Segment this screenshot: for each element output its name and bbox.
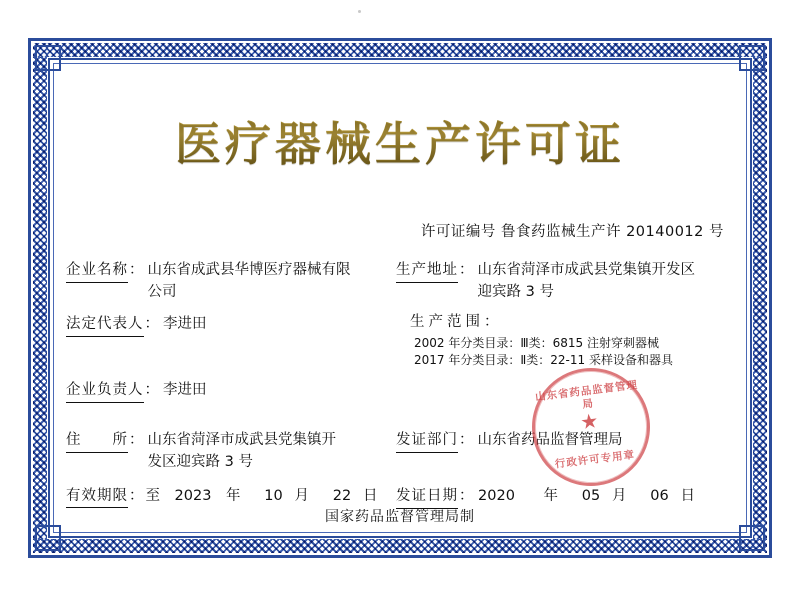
document-title: 医疗器械生产许可证 [66, 108, 734, 174]
issuing-authority-label: 发证部门 [396, 429, 458, 453]
person-in-charge-colon: ： [144, 382, 159, 398]
person-in-charge-label: 企业负责人 [66, 379, 144, 403]
certificate-fields [66, 259, 734, 509]
row-legalrep-scope [66, 313, 734, 369]
residence-colon: ： [129, 432, 144, 448]
residence-value-line1: 山东省菏泽市成武县党集镇开 [147, 432, 336, 448]
production-scope-colon: ： [484, 314, 503, 330]
field-company-name [66, 259, 396, 303]
issuing-authority-value: 山东省药品监督管理局 [477, 432, 623, 448]
valid-until-year: 2023 [174, 488, 212, 504]
field-legal-representative [66, 313, 396, 369]
issue-date-month: 05 [581, 488, 601, 504]
valid-until-year-unit: 年 [226, 488, 241, 504]
issuing-authority-colon: ： [459, 432, 474, 448]
production-address-value-line2: 迎宾路 3 号 [477, 284, 554, 300]
seal-star-icon: ★ [578, 408, 600, 435]
issue-date-day: 06 [650, 488, 669, 504]
valid-until-month: 10 [264, 488, 283, 504]
permit-number [66, 220, 734, 241]
row-person-in-charge [66, 379, 734, 403]
valid-until-colon: ： [129, 488, 144, 504]
valid-until-day: 22 [332, 488, 352, 504]
issue-date-year: 2020 [478, 488, 515, 504]
issue-date-colon: ： [459, 488, 474, 504]
company-name-colon: ： [129, 262, 144, 278]
production-scope-values [414, 335, 734, 369]
permit-number-label: 许可证编号 [420, 224, 496, 240]
corner-ornament-bottom-right [739, 525, 765, 551]
production-address-value [476, 259, 735, 303]
row-person-in-charge-spacer [396, 379, 734, 403]
legal-rep-colon: ： [144, 316, 159, 332]
row-residence-authority [66, 429, 734, 473]
field-person-in-charge [66, 379, 396, 403]
production-scope-line-2002: 2002 年分类目录：Ⅲ类：6815 注射穿刺器械 [414, 336, 659, 350]
footer-issuer: 国家药品监督管理局制 [325, 509, 475, 525]
certificate-document [28, 38, 772, 558]
field-production-address [396, 259, 734, 303]
row-company-address [66, 259, 734, 303]
field-issuing-authority [396, 429, 734, 473]
production-scope-heading [410, 311, 734, 333]
permit-number-value: 鲁食药监械生产许 20140012 号 [500, 224, 724, 240]
company-name-value [146, 259, 397, 303]
certificate-content [66, 74, 734, 528]
valid-until-month-unit: 月 [294, 488, 309, 504]
valid-until-prefix: 至 [145, 488, 160, 504]
issue-date-year-unit: 年 [543, 488, 558, 504]
legal-rep-label: 法定代表人 [66, 313, 144, 337]
residence-value-line2: 发区迎宾路 3 号 [147, 454, 253, 470]
field-residence [66, 429, 396, 473]
corner-ornament-top-right [739, 45, 765, 71]
field-production-scope [396, 311, 734, 369]
issue-date-label: 发证日期 [396, 485, 458, 509]
page-speck [358, 10, 361, 13]
corner-ornament-top-left [35, 45, 61, 71]
production-scope-label: 生产范围 [410, 314, 484, 330]
issue-date-day-unit: 日 [680, 488, 695, 504]
production-scope-line-2017: 2017 年分类目录：Ⅱ类：22-11 采样设备和器具 [414, 353, 673, 367]
corner-ornament-bottom-left [35, 525, 61, 551]
production-address-value-line1: 山东省菏泽市成武县党集镇开发区 [477, 262, 695, 278]
valid-until-day-unit: 日 [363, 488, 378, 504]
company-name-value-line1: 山东省成武县华博医疗器械有限 [147, 262, 351, 278]
legal-rep-value: 李进田 [163, 316, 207, 332]
valid-until-label: 有效期限 [66, 485, 128, 508]
company-name-value-line2: 公司 [147, 284, 177, 300]
residence-value [146, 429, 397, 473]
issue-date-month-unit: 月 [612, 488, 627, 504]
residence-label: 住 所 [66, 429, 128, 453]
production-address-colon: ： [459, 262, 474, 278]
production-address-label: 生产地址 [396, 259, 458, 283]
seal-top-text: 山东省药品监督管理局 [534, 379, 639, 411]
seal-bottom-text: 行政许可专用章 [554, 448, 636, 471]
person-in-charge-value: 李进田 [163, 382, 207, 398]
company-name-label: 企业名称 [66, 259, 128, 283]
field-valid-until [66, 485, 396, 508]
